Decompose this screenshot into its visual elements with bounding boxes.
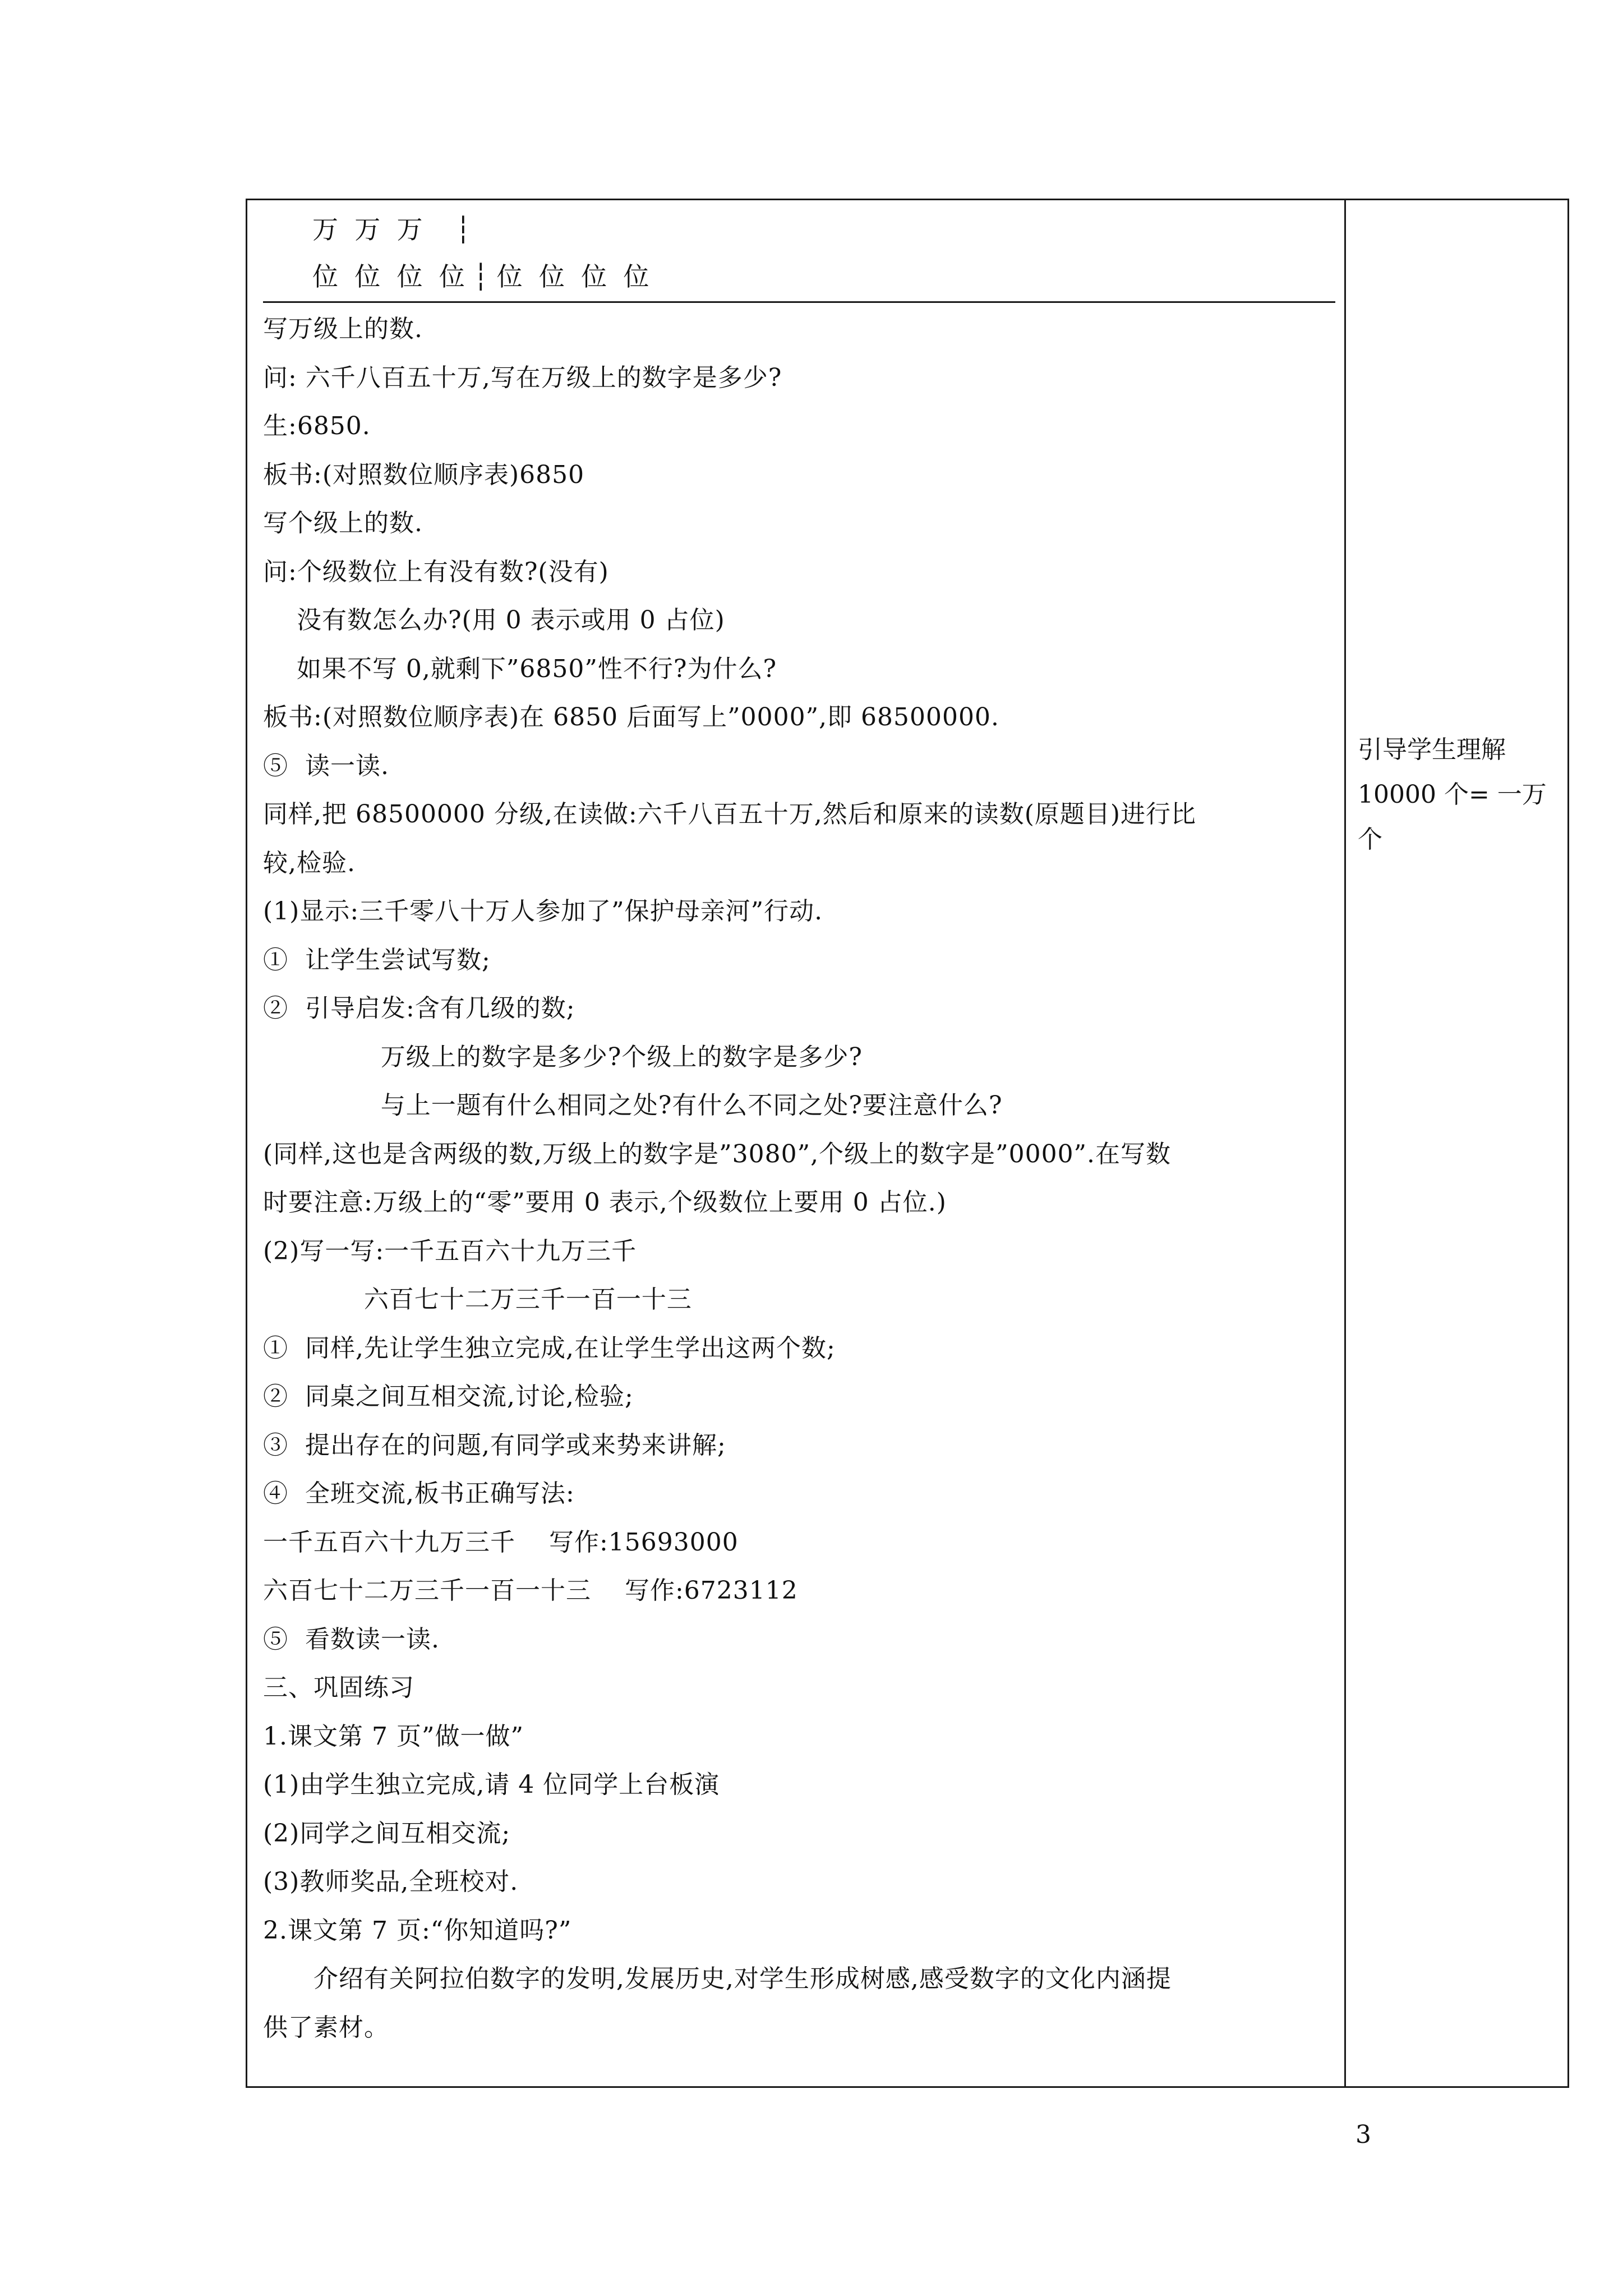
text-line: 如果不写 0,就剩下”6850”性不行?为什么? [263, 654, 777, 683]
text-line: 供了素材。 [263, 2013, 389, 2042]
text-line: 板书:(对照数位顺序表)在 6850 后面写上”0000”,即 68500000. [263, 703, 999, 731]
text-line: 三、巩固练习 [263, 1673, 414, 1702]
lesson-text [263, 305, 1329, 2052]
text-line: (2)写一写:一千五百六十九万三千 [263, 1236, 637, 1266]
text-line: 较,检验. [263, 848, 356, 877]
text-line: 问: 六千八百五十万,写在万级上的数字是多少? [263, 363, 782, 392]
text-line: (3)教师奖品,全班校对. [263, 1867, 519, 1896]
notes-column [1358, 728, 1560, 862]
column-divider [1344, 200, 1346, 2086]
text-line: ⑤ 读一读. [263, 751, 389, 780]
text-line: (1)由学生独立完成,请 4 位同学上台板演 [263, 1770, 720, 1799]
place-value-row-top: 万 万 万 ┆ [312, 214, 471, 245]
text-line: ② 同桌之间互相交流,讨论,检验; [263, 1382, 634, 1411]
text-line: 生:6850. [263, 412, 371, 440]
text-line: 写万级上的数. [263, 315, 423, 343]
text-line: 2.课文第 7 页:“你知道吗?” [263, 1916, 572, 1945]
page-number: 3 [1355, 2120, 1371, 2149]
text-line: ② 引导启发:含有几级的数; [263, 994, 575, 1023]
text-line: ⑤ 看数读一读. [263, 1625, 440, 1654]
side-note-line: 10000 个= 一万 [1358, 780, 1547, 809]
text-line: 1.课文第 7 页”做一做” [263, 1722, 524, 1751]
text-line: (2)同学之间互相交流; [263, 1819, 511, 1848]
text-line: ① 同样,先让学生独立完成,在让学生学出这两个数; [263, 1333, 836, 1363]
text-line: 问:个级数位上有没有数?(没有) [263, 557, 609, 586]
side-note-line: 引导学生理解 [1358, 735, 1506, 764]
text-line: 六百七十二万三千一百一十三 写作:6723112 [263, 1576, 798, 1605]
text-line: 六百七十二万三千一百一十三 [263, 1285, 692, 1314]
text-line: 介绍有关阿拉伯数字的发明,发展历史,对学生形成树感,感受数字的文化内涵提 [263, 1964, 1172, 1993]
text-line: 写个级上的数. [263, 509, 423, 537]
place-value-row-bottom: 位 位 位 位 ┆ 位 位 位 位 [312, 261, 649, 292]
text-line: (同样,这也是含两级的数,万级上的数字是”3080”,个级上的数字是”0000”.在写数 [263, 1139, 1172, 1168]
text-line: 板书:(对照数位顺序表)6850 [263, 460, 585, 489]
text-line: ③ 提出存在的问题,有同学或来势来讲解; [263, 1430, 726, 1460]
text-line: 一千五百六十九万三千 写作:15693000 [263, 1527, 739, 1557]
lesson-content-column [263, 200, 1329, 2086]
text-line: (1)显示:三千零八十万人参加了”保护母亲河”行动. [263, 897, 823, 926]
text-line: 万级上的数字是多少?个级上的数字是多少? [263, 1042, 863, 1071]
text-line: 与上一题有什么相同之处?有什么不同之处?要注意什么? [263, 1091, 1003, 1120]
text-line: 同样,把 68500000 分级,在读做:六千八百五十万,然后和原来的读数(原题目)进行比 [263, 800, 1197, 829]
side-note-line: 个 [1358, 825, 1382, 854]
text-line: ④ 全班交流,板书正确写法: [263, 1479, 575, 1508]
lesson-table [246, 199, 1569, 2088]
text-line: 没有数怎么办?(用 0 表示或用 0 占位) [263, 606, 725, 634]
text-line: ① 让学生尝试写数; [263, 945, 491, 974]
text-line: 时要注意:万级上的“零”要用 0 表示,个级数位上要用 0 占位.) [263, 1188, 947, 1217]
place-value-header [263, 200, 1335, 303]
